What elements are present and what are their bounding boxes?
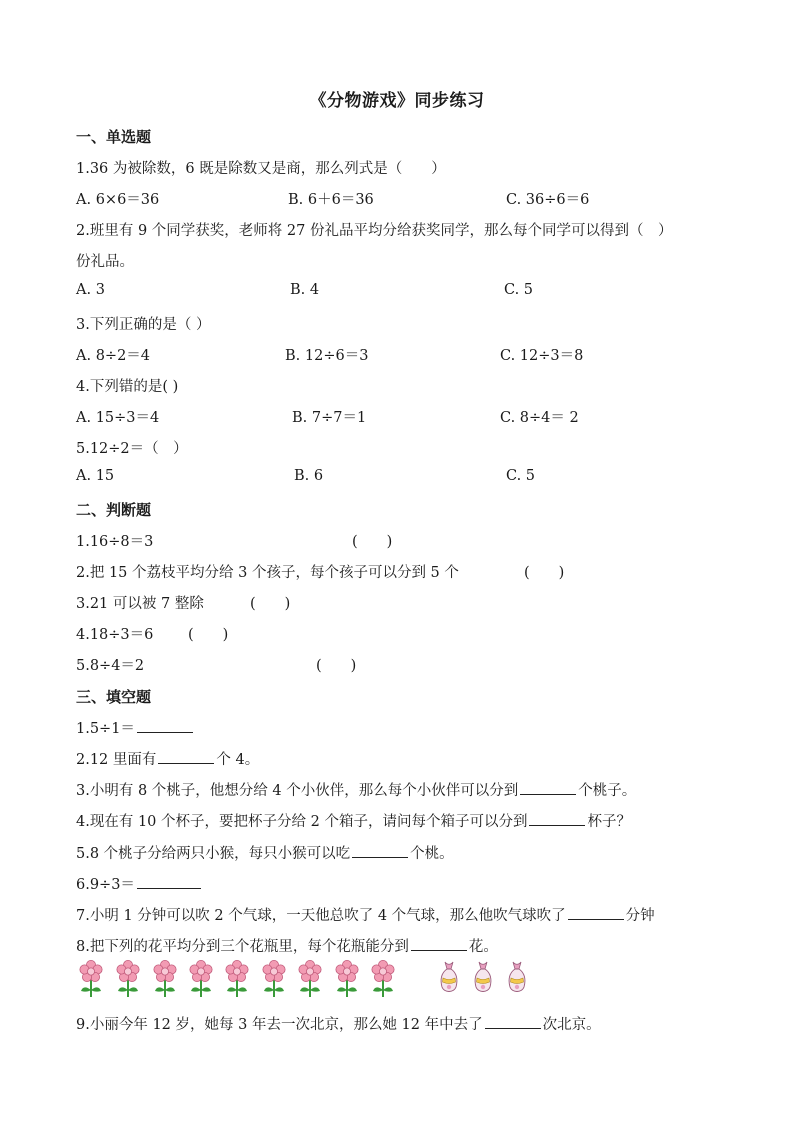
tf-question-text: 5.8÷4＝2	[76, 658, 145, 674]
answer-parentheses[interactable]: ( )	[250, 596, 291, 612]
fill-question-tail: 个 4。	[216, 752, 260, 768]
fill-question-text: 6.9÷3＝	[76, 877, 135, 893]
flower-icon	[261, 960, 287, 998]
fill-question	[76, 1013, 601, 1034]
option-c: C. 5	[504, 282, 534, 298]
flower-icon	[224, 960, 250, 998]
option-c: C. 5	[506, 468, 536, 484]
section-heading-single-choice: 一、单选题	[76, 128, 152, 146]
option-c: C. 12÷3＝8	[500, 348, 584, 364]
section-heading-fill-in: 三、填空题	[76, 688, 152, 706]
option-c: C. 36÷6＝6	[506, 192, 590, 208]
fill-question-tail: 分钟	[625, 908, 655, 924]
option-a: A. 6×6＝36	[76, 192, 160, 208]
fill-question-text: 8.把下列的花平均分到三个花瓶里，每个花瓶能分到	[76, 939, 409, 955]
page-title: 《分物游戏》同步练习	[309, 91, 485, 111]
answer-parentheses[interactable]: ( )	[352, 534, 393, 550]
flower-icon	[115, 960, 141, 998]
question-text: 2.班里有 9 个同学获奖，老师将 27 份礼品平均分给获奖同学，那么每个同学可以得到（ ）	[76, 223, 673, 239]
fill-question	[76, 717, 195, 738]
fill-question	[76, 904, 655, 925]
vase-icon	[438, 960, 460, 996]
option-b: B. 7÷7＝1	[292, 410, 367, 426]
question-text: 1.36 为被除数，6 既是除数又是商，那么列式是（ ）	[76, 161, 446, 177]
option-b: B. 6	[294, 468, 324, 484]
fill-question-tail: 花。	[468, 939, 498, 955]
option-a: A. 3	[76, 282, 105, 298]
flower-icon	[78, 960, 104, 998]
option-b: B. 12÷6＝3	[285, 348, 369, 364]
answer-blank[interactable]	[137, 718, 193, 733]
answer-blank[interactable]	[529, 811, 585, 826]
option-b: B. 6＋6＝36	[288, 192, 374, 208]
fill-question-tail: 杯子？	[587, 814, 631, 830]
answer-parentheses[interactable]: ( )	[316, 658, 357, 674]
flowers-and-vases-illustration	[78, 960, 718, 1000]
vase-icon	[506, 960, 528, 996]
option-a: A. 8÷2＝4	[76, 348, 151, 364]
fill-question	[76, 873, 203, 894]
fill-question-text: 2.12 里面有	[76, 752, 157, 768]
fill-question-text: 3.小明有 8 个桃子，他想分给 4 个小伙伴，那么每个小伙伴可以分到	[76, 783, 519, 799]
flower-icon	[334, 960, 360, 998]
answer-blank[interactable]	[485, 1014, 541, 1029]
answer-blank[interactable]	[158, 749, 214, 764]
option-a: A. 15	[76, 468, 115, 484]
tf-question-text: 2.把 15 个荔枝平均分给 3 个孩子，每个孩子可以分到 5 个	[76, 565, 459, 581]
answer-parentheses[interactable]: ( )	[524, 565, 565, 581]
fill-question	[76, 810, 631, 831]
section-heading-true-false: 二、判断题	[76, 501, 152, 519]
question-text: 4.下列错的是( )	[76, 379, 179, 395]
option-c: C. 8÷4＝ 2	[500, 410, 579, 426]
answer-blank[interactable]	[411, 936, 467, 951]
fill-question	[76, 779, 636, 800]
question-text: 5.12÷2＝（ ）	[76, 441, 188, 457]
answer-blank[interactable]	[137, 874, 201, 889]
flower-icon	[370, 960, 396, 998]
fill-question-text: 7.小明 1 分钟可以吹 2 个气球，一天他总吹了 4 个气球，那么他吹气球吹了	[76, 908, 566, 924]
vase-icon	[472, 960, 494, 996]
tf-question-text: 4.18÷3＝6	[76, 627, 154, 643]
fill-question-tail: 次北京。	[542, 1017, 601, 1033]
question-text: 3.下列正确的是（ ）	[76, 317, 211, 333]
fill-question-tail: 个桃。	[410, 846, 454, 862]
question-text-continued: 份礼品。	[76, 254, 134, 270]
fill-question-text: 4.现在有 10 个杯子，要把杯子分给 2 个箱子，请问每个箱子可以分到	[76, 814, 528, 830]
answer-parentheses[interactable]: ( )	[188, 627, 229, 643]
fill-question	[76, 935, 498, 956]
flower-icon	[152, 960, 178, 998]
fill-question-text: 1.5÷1＝	[76, 721, 135, 737]
tf-question-text: 3.21 可以被 7 整除	[76, 596, 204, 612]
fill-question-tail: 个桃子。	[578, 783, 637, 799]
tf-question-text: 1.16÷8＝3	[76, 534, 154, 550]
answer-blank[interactable]	[520, 780, 576, 795]
fill-question	[76, 748, 259, 769]
flower-icon	[297, 960, 323, 998]
fill-question-text: 9.小丽今年 12 岁，她每 3 年去一次北京，那么她 12 年中去了	[76, 1017, 483, 1033]
fill-question-text: 5.8 个桃子分给两只小猴，每只小猴可以吃	[76, 846, 351, 862]
option-a: A. 15÷3＝4	[76, 410, 160, 426]
flower-icon	[188, 960, 214, 998]
option-b: B. 4	[290, 282, 320, 298]
answer-blank[interactable]	[352, 843, 408, 858]
fill-question	[76, 842, 454, 863]
answer-blank[interactable]	[568, 905, 624, 920]
